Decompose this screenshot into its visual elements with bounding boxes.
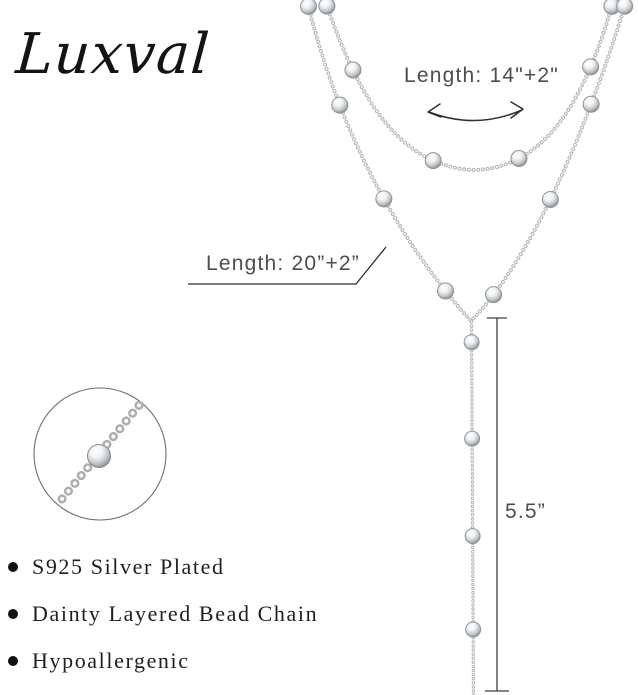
chain-bead (465, 431, 480, 446)
feature-text: Hypoallergenic (32, 648, 190, 673)
chain-bead (464, 335, 479, 350)
magnified-bead-detail-icon (34, 388, 166, 520)
layer1-length-label: Length: 14"+2" (404, 64, 559, 87)
chain-bead (583, 96, 599, 112)
chain-bead (332, 97, 348, 113)
chain-bead (511, 150, 527, 166)
chain-bead (438, 283, 454, 299)
chain-bead (583, 59, 599, 75)
feature-text: Dainty Layered Bead Chain (32, 601, 319, 626)
drop-length-label: 5.5” (505, 500, 546, 523)
feature-list (8, 552, 318, 693)
lariat-drop-chain (472, 322, 474, 695)
chain-bead (376, 191, 392, 207)
feature-item (8, 646, 318, 676)
layer2-length-label: Length: 20”+2” (206, 252, 360, 275)
brand-logo: Luxval (13, 22, 213, 87)
feature-text: S925 Silver Plated (32, 554, 225, 579)
width-span-arrow-icon (428, 102, 523, 121)
feature-item (8, 552, 318, 582)
chain-bead (486, 287, 502, 303)
bullet-icon (8, 656, 18, 666)
chain-bead (425, 153, 441, 169)
chain-bead (465, 529, 480, 544)
chain-bead (617, 0, 633, 14)
feature-item (8, 599, 318, 629)
chain-bead (345, 62, 361, 78)
chain-bead (542, 191, 558, 207)
chain-bead (466, 622, 481, 637)
bullet-icon (8, 609, 18, 619)
chain-bead (300, 0, 316, 14)
bullet-icon (8, 562, 18, 572)
detail-bead (88, 445, 111, 468)
chain-bead (319, 0, 335, 14)
